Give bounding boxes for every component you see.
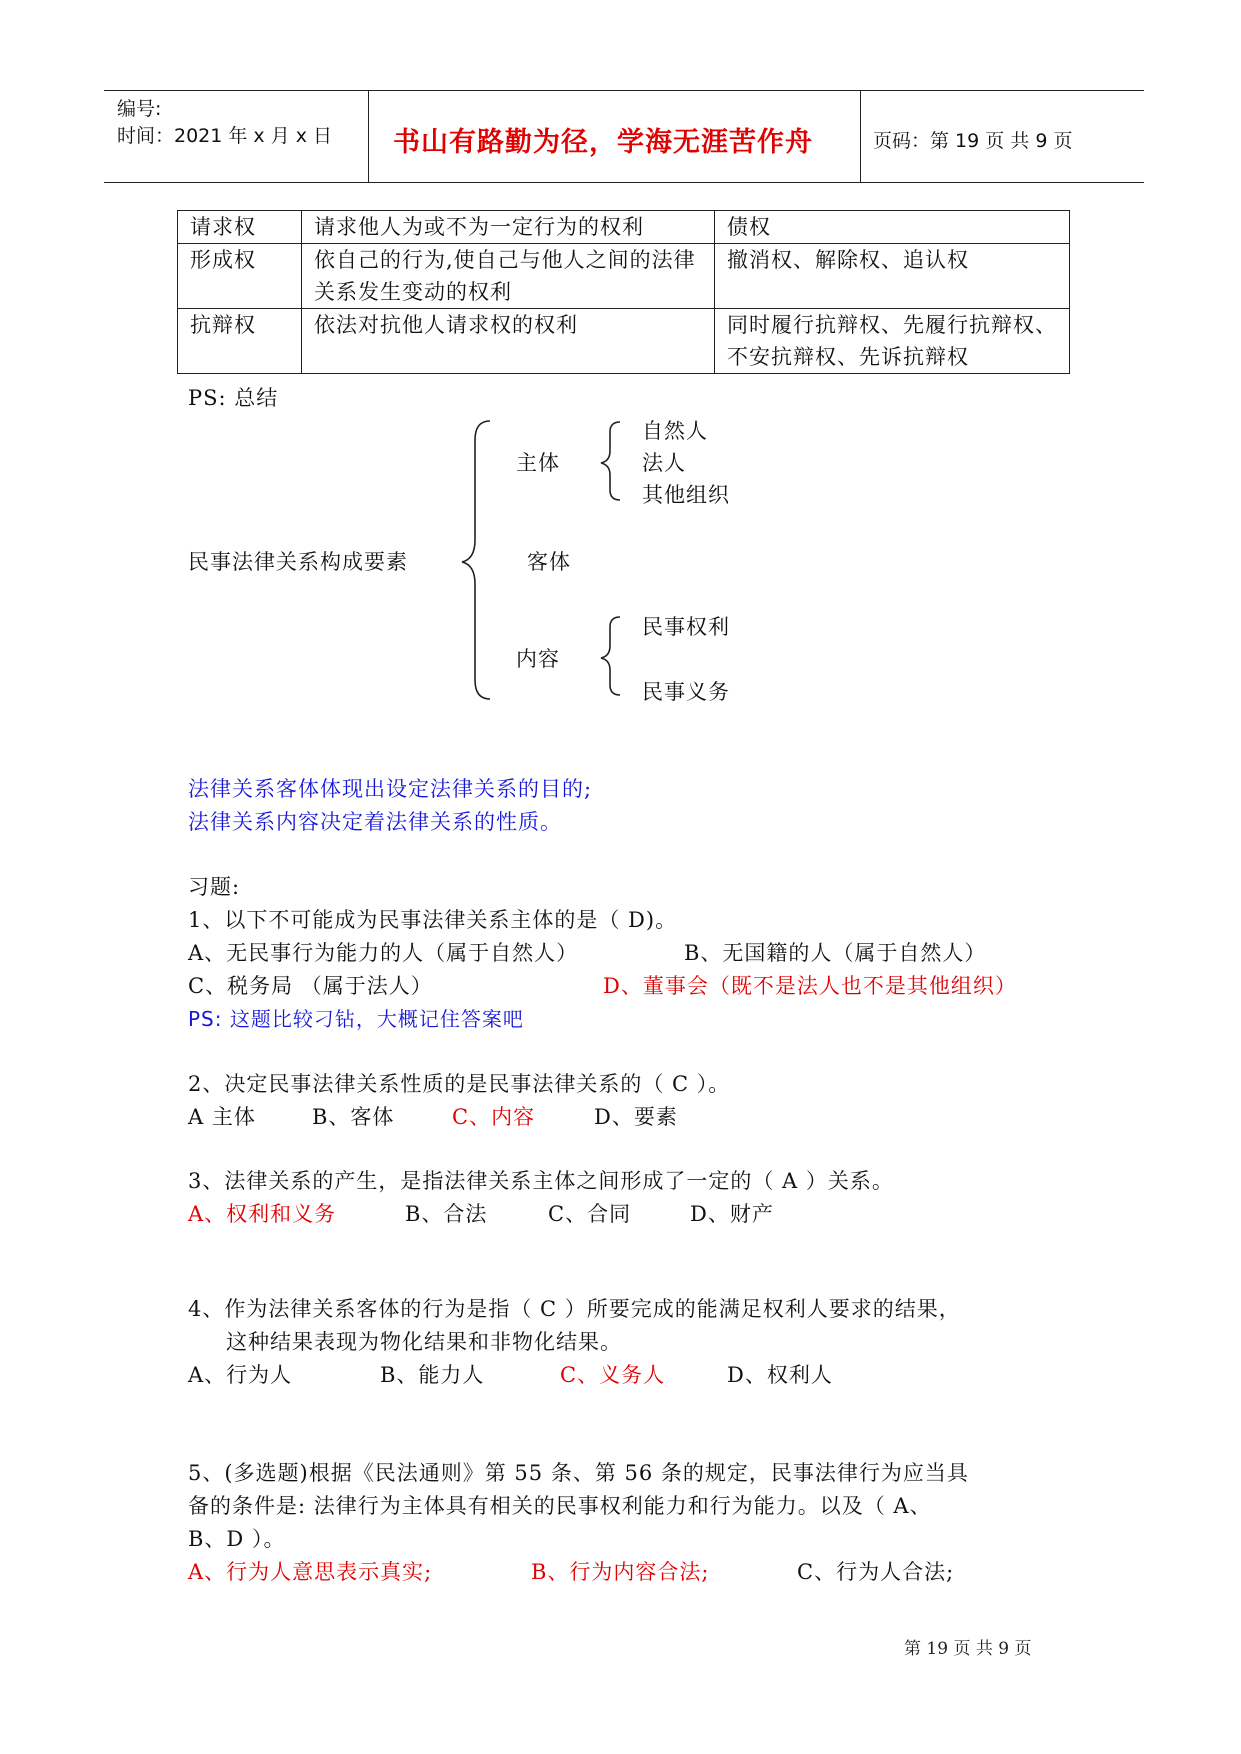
note-line: 法律关系内容决定着法律关系的性质。 xyxy=(188,810,562,834)
table-cell: 请求权 xyxy=(178,211,302,244)
question-stem: 3、法律关系的产生，是指法律关系主体之间形成了一定的（ A ）关系。 xyxy=(188,1169,894,1193)
table-cell: 形成权 xyxy=(178,244,302,309)
question-option-answer: C、义务人 xyxy=(560,1363,666,1387)
table-cell: 请求他人为或不为一定行为的权利 xyxy=(302,211,715,244)
doc-number-label: 编号: xyxy=(117,98,162,120)
question-stem-continuation: B、D ）。 xyxy=(188,1527,286,1551)
question-stem-continuation: 备的条件是: 法律行为主体具有相关的民事权利能力和行为能力。以及（ A、 xyxy=(188,1494,932,1518)
question-option: D、要素 xyxy=(594,1105,678,1129)
question-option-answer: C、内容 xyxy=(452,1105,536,1129)
question-stem: 5、(多选题)根据《民法通则》第 55 条、第 56 条的规定，民事法律行为应当具 xyxy=(188,1461,969,1485)
summary-subject-item: 法人 xyxy=(642,451,686,475)
table-cell: 依自己的行为,使自己与他人之间的法律关系发生变动的权利 xyxy=(302,244,715,309)
question-option: C、税务局 （属于法人） xyxy=(188,974,433,998)
question-option: B、客体 xyxy=(312,1105,395,1129)
question-option: C、行为人合法; xyxy=(797,1560,955,1584)
page-footer: 第 19 页 共 9 页 xyxy=(904,1639,1032,1659)
question-option: D、权利人 xyxy=(727,1363,833,1387)
question-ps-note: PS: 这题比较刁钻，大概记住答案吧 xyxy=(188,1007,524,1031)
question-option: B、能力人 xyxy=(380,1363,485,1387)
summary-ps-label: PS: 总结 xyxy=(188,386,279,410)
content-brace xyxy=(601,617,620,695)
note-line: 法律关系客体体现出设定法律关系的目的; xyxy=(188,777,593,801)
summary-content: 内容 xyxy=(516,647,560,671)
main-brace xyxy=(462,421,490,699)
summary-subject-item: 自然人 xyxy=(642,419,708,443)
question-stem-continuation: 这种结果表现为物化结果和非物化结果。 xyxy=(226,1330,622,1354)
question-option: B、合法 xyxy=(405,1202,488,1226)
exercises-title: 习题: xyxy=(188,875,241,899)
question-option-answer: A、行为人意思表示真实; xyxy=(188,1560,433,1584)
subject-brace xyxy=(601,422,620,500)
summary-subject-item: 其他组织 xyxy=(642,483,730,507)
table-cell: 债权 xyxy=(715,211,1070,244)
table-cell: 依法对抗他人请求权的权利 xyxy=(302,309,715,374)
question-option: C、合同 xyxy=(548,1202,632,1226)
question-option-answer: B、行为内容合法; xyxy=(531,1560,710,1584)
table-cell: 抗辩权 xyxy=(178,309,302,374)
summary-root: 民事法律关系构成要素 xyxy=(188,550,408,574)
header-page-label: 页码：第 19 页 共 9 页 xyxy=(873,130,1073,152)
question-option: A 主体 xyxy=(188,1105,256,1129)
header-motto: 书山有路勤为径，学海无涯苦作舟 xyxy=(393,127,813,158)
question-option: A、行为人 xyxy=(188,1363,293,1387)
summary-subject: 主体 xyxy=(516,451,560,475)
question-stem: 4、作为法律关系客体的行为是指（ C ）所要完成的能满足权利人要求的结果， xyxy=(188,1297,961,1321)
question-stem: 1、以下不可能成为民事法律关系主体的是（ D)。 xyxy=(188,908,678,932)
question-option: A、无民事行为能力的人（属于自然人） xyxy=(188,941,579,965)
summary-content-item: 民事权利 xyxy=(642,615,730,639)
question-option: B、无国籍的人（属于自然人） xyxy=(684,941,987,965)
question-stem: 2、决定民事法律关系性质的是民事法律关系的（ C ）。 xyxy=(188,1072,731,1096)
table-cell: 同时履行抗辩权、先履行抗辩权、不安抗辩权、先诉抗辩权 xyxy=(715,309,1070,374)
summary-object: 客体 xyxy=(527,550,571,574)
question-option-answer: D、董事会（既不是法人也不是其他组织） xyxy=(603,974,1017,998)
question-option-answer: A、权利和义务 xyxy=(188,1202,337,1226)
summary-content-item: 民事义务 xyxy=(642,680,730,704)
question-option: D、财产 xyxy=(690,1202,774,1226)
doc-time-label: 时间：2021 年 x 月 x 日 xyxy=(117,125,333,147)
summary-brace-diagram xyxy=(0,0,1241,760)
table-cell: 撤消权、解除权、追认权 xyxy=(715,244,1070,309)
